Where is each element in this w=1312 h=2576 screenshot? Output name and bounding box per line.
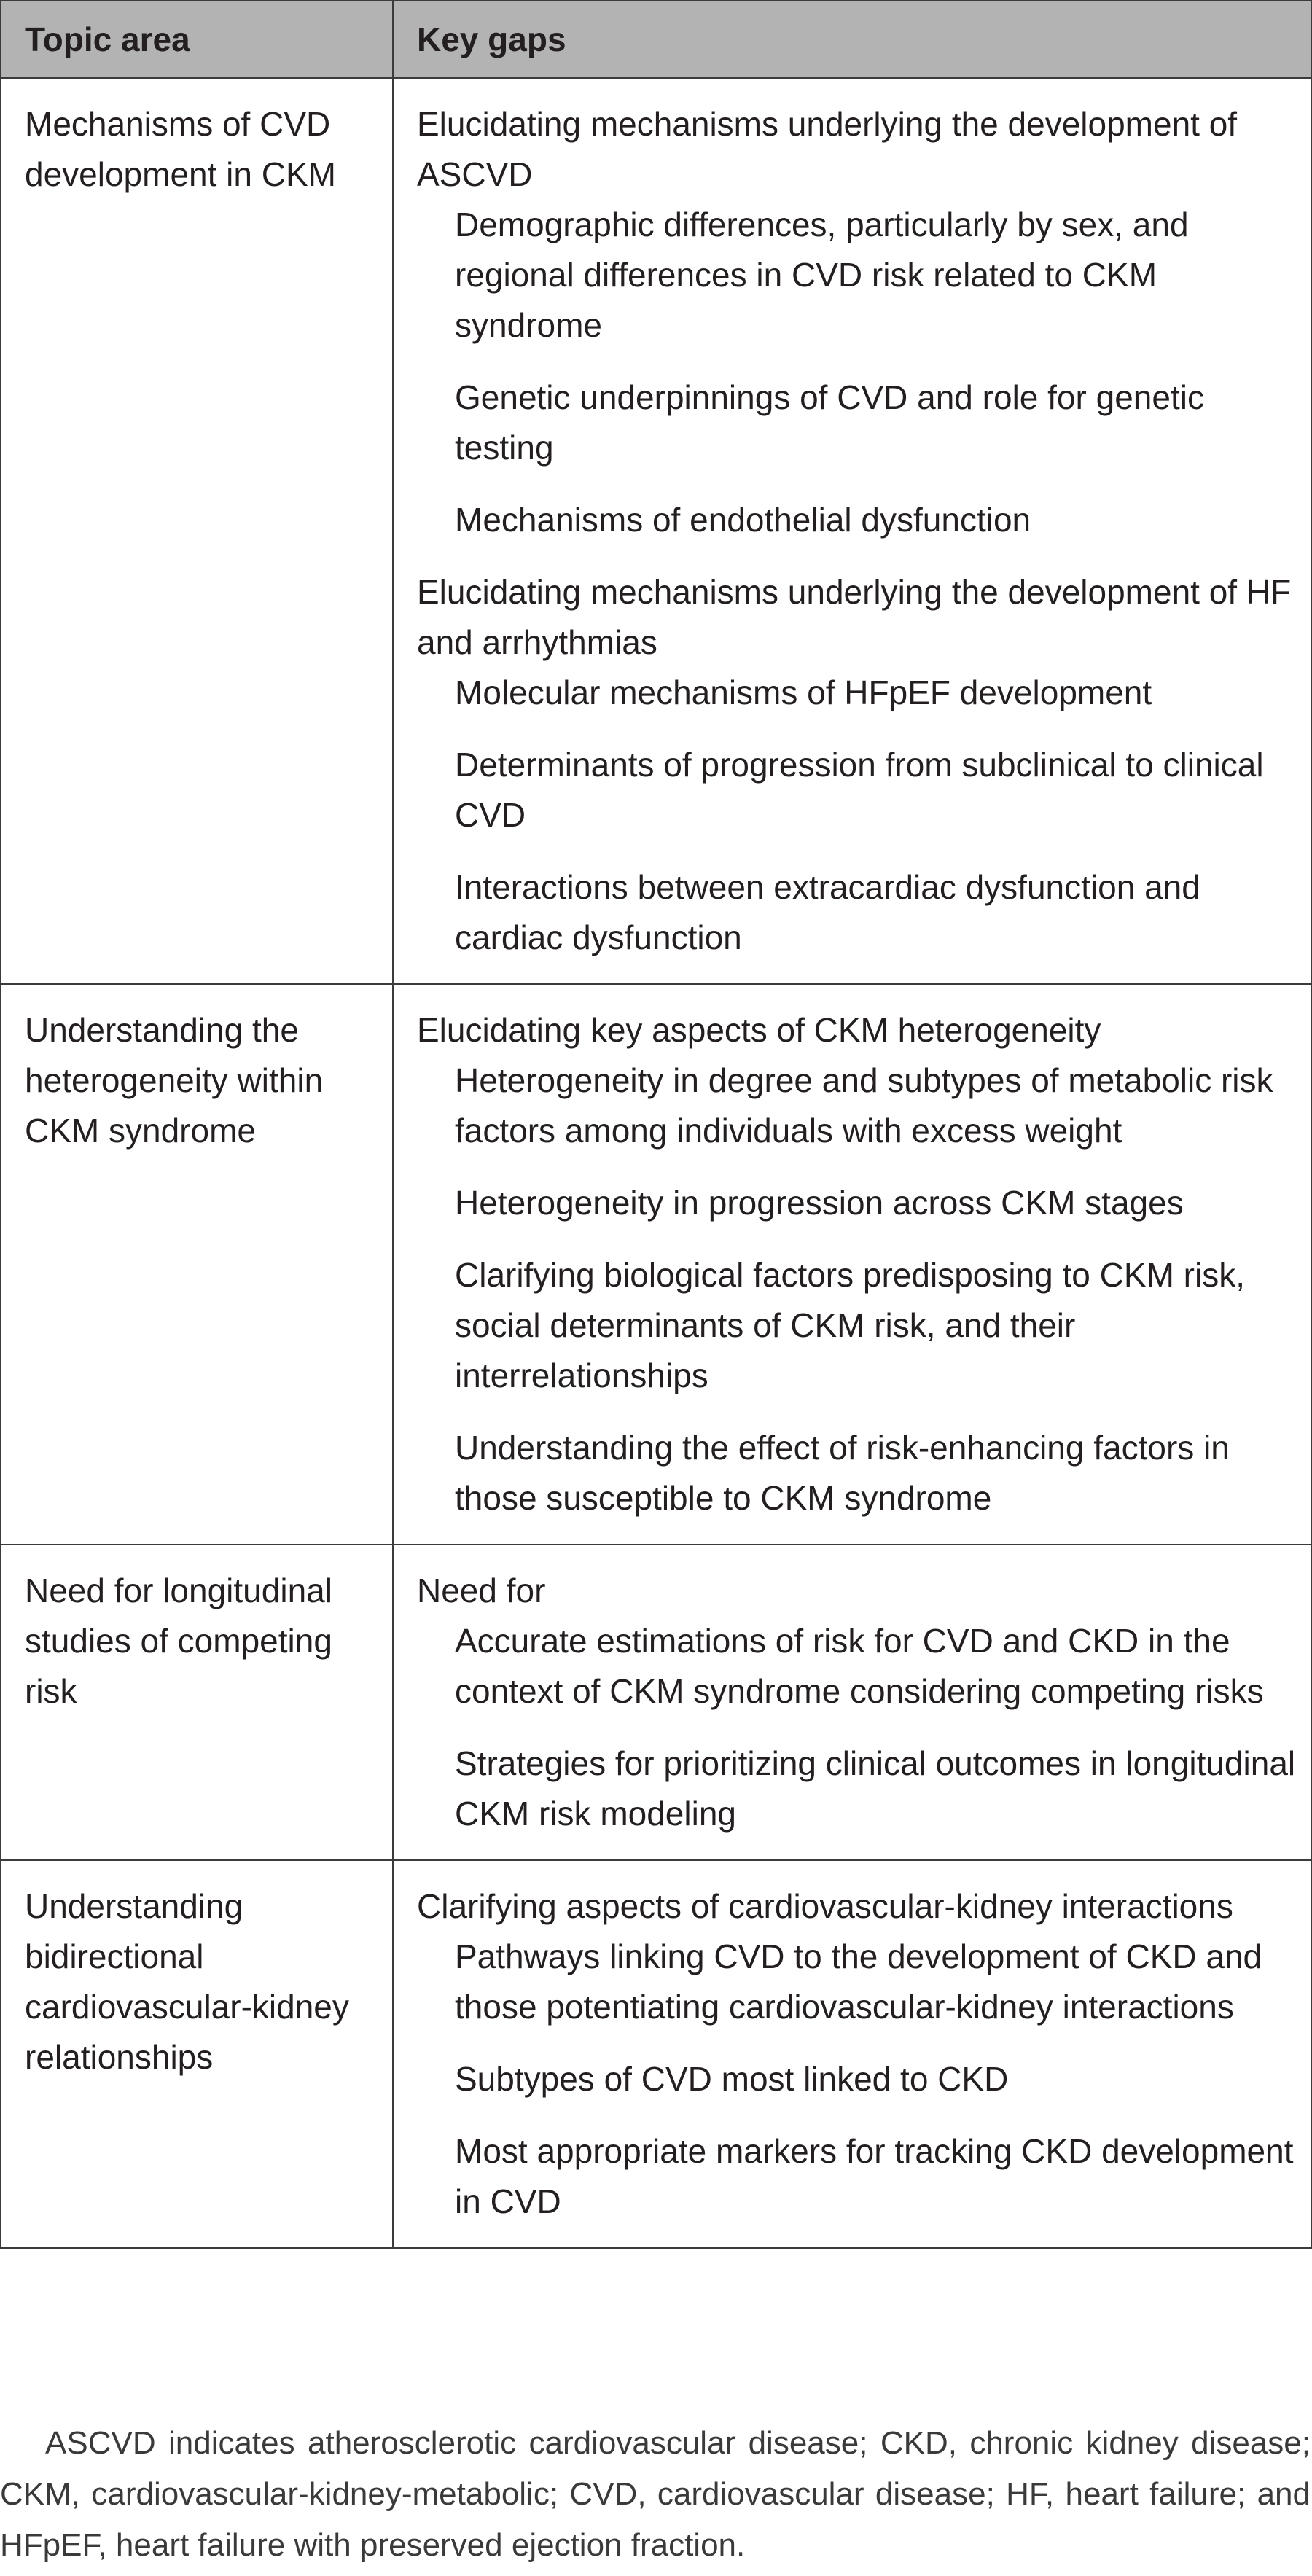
gap-group-lead: Elucidating key aspects of CKM heterogeneity (417, 1011, 1101, 1049)
table-header-row (1, 1, 1311, 78)
gap-item: Demographic differences, particularly by sex, and regional differences in CVD risk related to CKM syndrome (455, 206, 1189, 344)
gap-group-lead: Clarifying aspects of cardiovascular-kidney interactions (417, 1887, 1233, 1925)
key-gaps-cell (393, 78, 1311, 984)
key-gaps-cell (393, 1545, 1311, 1860)
gap-group-lead: Elucidating mechanisms underlying the development of HF and arrhythmias (417, 573, 1292, 661)
gap-item: Genetic underpinnings of CVD and role for genetic testing (455, 378, 1204, 467)
key-gaps-cell (393, 984, 1311, 1545)
topic-cell: Mechanisms of CVD development in CKM (1, 78, 393, 984)
gap-item: Mechanisms of endothelial dysfunction (455, 501, 1031, 539)
gap-item: Accurate estimations of risk for CVD and CKD in the context of CKM syndrome considering competing risks (455, 1622, 1264, 1710)
gap-item: Interactions between extracardiac dysfunction and cardiac dysfunction (455, 868, 1200, 956)
gap-item: Strategies for prioritizing clinical outcomes in longitudinal CKM risk modeling (455, 1744, 1296, 1833)
topic-cell: Need for longitudinal studies of competing risk (1, 1545, 393, 1860)
topic-cell: Understanding bidirectional cardiovascular-kidney relationships (1, 1860, 393, 2248)
gap-item: Heterogeneity in progression across CKM stages (455, 1184, 1184, 1222)
table-row (1, 1545, 1311, 1860)
gap-item: Molecular mechanisms of HFpEF development (455, 674, 1152, 711)
gap-item: Pathways linking CVD to the development of CKD and those potentiating cardiovascular-kidney interactions (455, 1937, 1262, 2026)
gap-item: Heterogeneity in degree and subtypes of metabolic risk factors among individuals with excess weight (455, 1061, 1273, 1150)
table-row (1, 1860, 1311, 2248)
gap-item: Determinants of progression from subclinical to clinical CVD (455, 746, 1264, 834)
table-footnote: ASCVD indicates atherosclerotic cardiovascular disease; CKD, chronic kidney disease; CKM, cardiovascular-kidney-metabolic; CVD, cardiovascular disease; HF, heart failure; and HFpEF, heart failure with preserved ejection fraction. (0, 2425, 1311, 2563)
table-row (1, 984, 1311, 1545)
gap-item: Understanding the effect of risk-enhancing factors in those susceptible to CKM syndrome (455, 1429, 1230, 1517)
gap-group-lead: Elucidating mechanisms underlying the development of ASCVD (417, 105, 1238, 193)
header-topic-area: Topic area (1, 1, 393, 78)
key-gaps-cell (393, 1860, 1311, 2248)
gap-item: Subtypes of CVD most linked to CKD (455, 2060, 1009, 2098)
gap-group-lead: Need for (417, 1572, 546, 1609)
header-key-gaps: Key gaps (393, 1, 1311, 78)
gap-item: Most appropriate markers for tracking CKD development in CVD (455, 2132, 1294, 2220)
topic-cell: Understanding the heterogeneity within CKM syndrome (1, 984, 393, 1545)
gap-item: Clarifying biological factors predisposing to CKM risk, social determinants of CKM risk, and their interrelationships (455, 1256, 1245, 1394)
table-row (1, 78, 1311, 984)
